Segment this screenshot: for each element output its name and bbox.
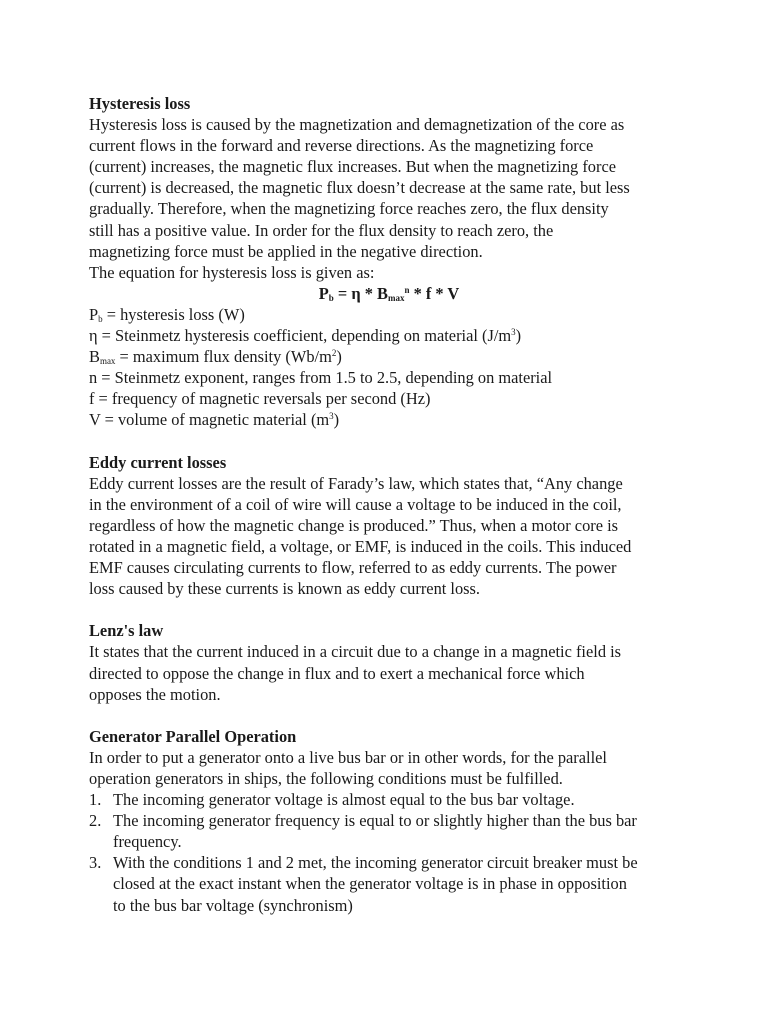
list-number: 2.: [89, 811, 102, 831]
eq-rest: * f * V: [409, 283, 460, 303]
list-text: frequency.: [113, 832, 182, 852]
paragraph-line: In order to put a generator onto a live bus bar or in other words, for the parallel: [89, 747, 607, 767]
variable-eta: [89, 325, 689, 346]
paragraph-line: magnetizing force must be applied in the negative direction.: [89, 241, 483, 261]
section-spacer: [89, 599, 689, 620]
paragraph-line: in the environment of a coil of wire will cause a voltage to be induced in the coil,: [89, 494, 622, 514]
variable-pb: [89, 304, 689, 325]
var-tail: ): [336, 347, 342, 367]
condition-item-1: [89, 789, 689, 810]
section-generator-parallel-operation: [89, 726, 689, 916]
var-sup: 3: [329, 411, 334, 422]
paragraph-line: directed to oppose the change in flux and to exert a mechanical force which: [89, 663, 585, 683]
var-sup: 2: [331, 348, 337, 359]
section-lenz-law: [89, 620, 689, 704]
paragraph-line: loss caused by these currents is known as eddy current loss.: [89, 579, 481, 599]
paragraph-line: Hysteresis loss is caused by the magnetization and demagnetization of the core as: [89, 115, 625, 135]
variable-v: [89, 409, 689, 430]
heading-lenz-law: Lenz's law: [89, 621, 164, 641]
paragraph-line: gradually. Therefore, when the magnetizing force reaches zero, the flux density: [89, 199, 609, 219]
paragraph-line: Eddy current losses are the result of Farady’s law, which states that, “Any change: [89, 473, 623, 493]
conditions-list: [89, 789, 689, 916]
paragraph-line: still has a positive value. In order for the flux density to reach zero, the: [89, 220, 554, 240]
document-page: [89, 93, 689, 916]
var-tail: ): [515, 326, 522, 346]
eq-middle: = η * B: [333, 283, 388, 303]
paragraph-line: opposes the motion.: [89, 684, 221, 704]
var-symbol: P: [89, 304, 99, 324]
paragraph-line: (current) increases, the magnetic flux increases. But when the magnetizing force: [89, 157, 617, 177]
eq-bmax-sup: n: [404, 284, 410, 295]
list-text: to the bus bar voltage (synchronism): [113, 895, 353, 915]
var-symbol: B: [89, 347, 100, 367]
var-sup: 3: [511, 327, 516, 338]
variable-n: n = Steinmetz exponent, ranges from 1.5 to 2.5, depending on material: [89, 368, 553, 388]
eq-bmax-sub: max: [387, 292, 405, 303]
paragraph-line: current flows in the forward and reverse directions. As the magnetizing force: [89, 136, 594, 156]
condition-item-2: [89, 810, 689, 852]
section-hysteresis-loss: [89, 93, 689, 431]
paragraph-line: regardless of how the magnetic change is produced.” Thus, when a motor core is: [89, 515, 619, 535]
heading-eddy-current-losses: Eddy current losses: [89, 452, 227, 472]
var-text: η = Steinmetz hysteresis coefficient, depending on material (J/m: [89, 326, 512, 346]
condition-item-3: [89, 852, 689, 915]
heading-hysteresis-loss: Hysteresis loss: [89, 94, 191, 113]
variable-f: f = frequency of magnetic reversals per second (Hz): [89, 389, 431, 409]
list-text: The incoming generator frequency is equal to or slightly higher than the bus bar: [113, 811, 637, 831]
section-spacer: [89, 705, 689, 726]
section-eddy-current-losses: [89, 452, 689, 600]
variable-bmax: [89, 346, 689, 367]
var-sub: max: [99, 356, 116, 367]
hysteresis-equation: [89, 283, 689, 304]
eq-lhs-sub: b: [328, 292, 334, 303]
var-sub: b: [98, 313, 103, 324]
list-text: The incoming generator voltage is almost equal to the bus bar voltage.: [113, 790, 575, 810]
list-text: closed at the exact instant when the generator voltage is in phase in opposition: [113, 874, 627, 894]
paragraph-line: EMF causes circulating currents to flow, referred to as eddy currents. The power: [89, 558, 617, 578]
section-spacer: [89, 431, 689, 452]
paragraph-line: operation generators in ships, the following conditions must be fulfilled.: [89, 769, 563, 788]
paragraph-line: It states that the current induced in a circuit due to a change in a magnetic field is: [89, 642, 622, 662]
var-text: V = volume of magnetic material (m: [89, 410, 330, 430]
list-number: 3.: [89, 853, 102, 873]
list-number: 1.: [89, 790, 102, 810]
paragraph-line: rotated in a magnetic field, a voltage, or EMF, is induced in the coils. This induced: [89, 536, 632, 556]
var-text: = maximum flux density (Wb/m: [115, 347, 332, 367]
equation-intro: The equation for hysteresis loss is given as:: [89, 262, 375, 282]
list-text: With the conditions 1 and 2 met, the incoming generator circuit breaker must be: [113, 853, 638, 873]
eq-lhs: P: [318, 283, 329, 303]
var-text: = hysteresis loss (W): [102, 304, 245, 324]
var-tail: ): [333, 410, 340, 430]
paragraph-line: (current) is decreased, the magnetic flux doesn’t decrease at the same rate, but less: [89, 178, 630, 198]
heading-generator-parallel-operation: Generator Parallel Operation: [89, 726, 297, 746]
